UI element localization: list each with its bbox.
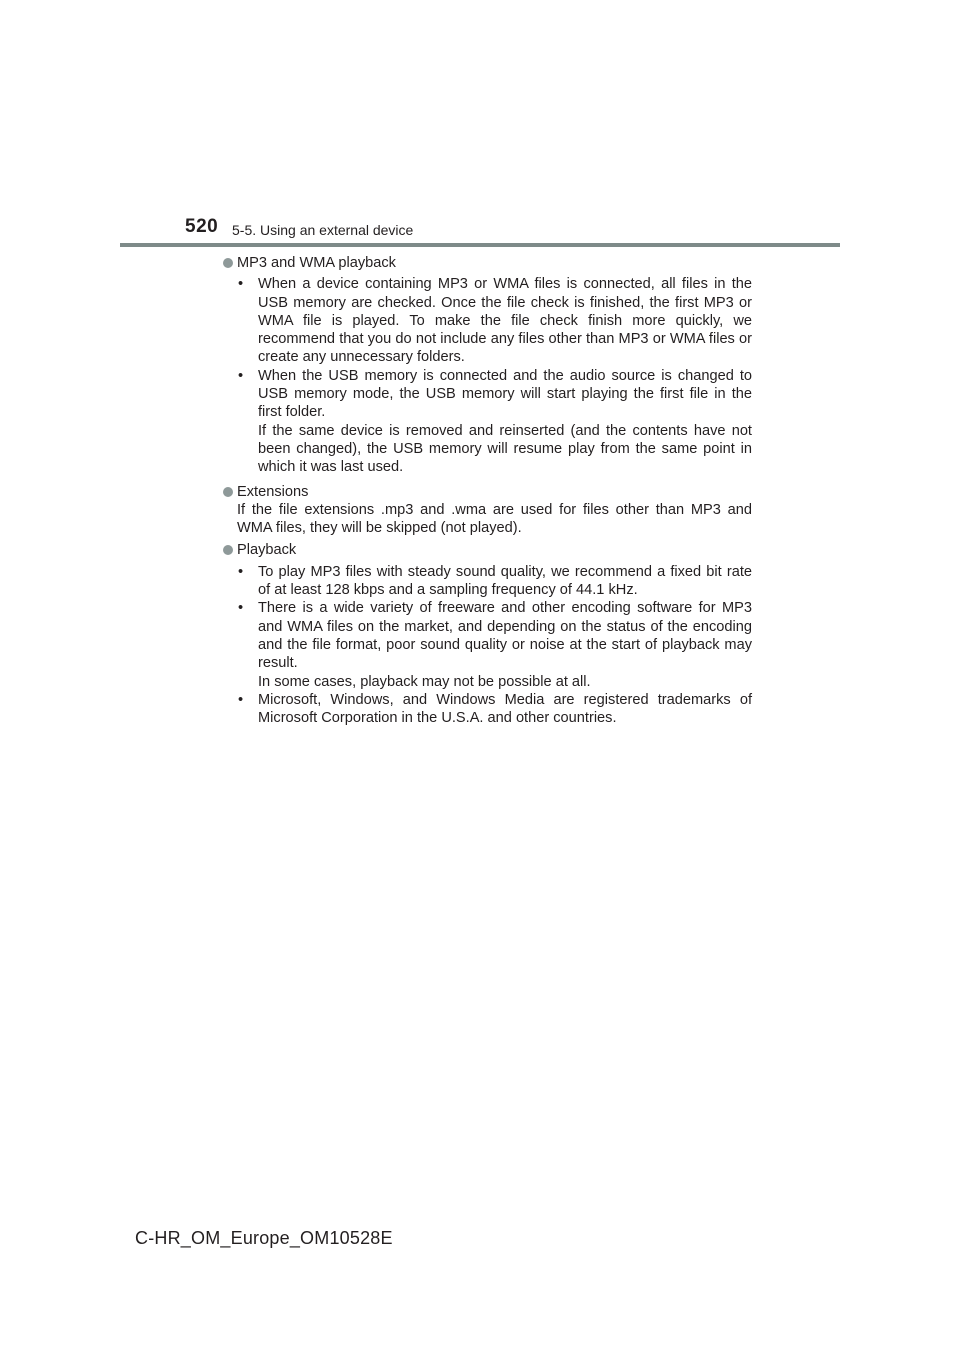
dot-bullet-icon: •: [238, 563, 244, 580]
paragraph: Microsoft, Windows, and Windows Media are registered trademarks of Microsoft Corporation in the U.S.A. and other countries.: [258, 691, 752, 727]
list-item: [237, 275, 752, 366]
paragraph: To play MP3 files with steady sound quality, we recommend a fixed bit rate of at least 128 kbps and a sampling frequency of 44.1 kHz.: [258, 563, 752, 599]
list-item: [237, 599, 752, 690]
section-title: 5-5. Using an external device: [232, 222, 414, 238]
list-item: [237, 367, 752, 477]
paragraph: There is a wide variety of freeware and other encoding software for MP3 and WMA files on the market, and depending on the status of the encoding and the file format, poor sound quality or noise at the start of playback may result.: [258, 600, 752, 672]
list-item: [237, 563, 752, 600]
page-header: [0, 0, 960, 250]
circle-bullet-icon: [223, 487, 233, 497]
dot-bullet-icon: •: [238, 691, 244, 708]
section-playback: [222, 541, 752, 727]
section-heading: [222, 541, 752, 559]
header-rule: [120, 243, 840, 247]
paragraph: If the same device is removed and reinserted (and the contents have not been changed), the USB memory will resume play from the same point in which it was last used.: [258, 422, 752, 476]
section-heading: [222, 254, 752, 272]
dot-bullet-icon: •: [238, 367, 244, 384]
paragraph: In some cases, playback may not be possible at all.: [258, 673, 591, 690]
document-code: C-HR_OM_Europe_OM10528E: [135, 1228, 393, 1248]
section-heading: [222, 483, 752, 501]
paragraph: When the USB memory is connected and the audio source is changed to USB memory mode, the USB memory will start playing the first file in the first folder.: [258, 367, 752, 421]
section-mp3-wma-playback: [222, 254, 752, 477]
paragraph: When a device containing MP3 or WMA files is connected, all files in the USB memory are checked. Once the file check is finished, the first MP3 or WMA file is played. To make the file check finish more quickly, we recommend that you do not include any files other than MP3 or WMA files or create any unnecessary folders.: [258, 276, 752, 366]
circle-bullet-icon: [223, 258, 233, 268]
circle-bullet-icon: [223, 545, 233, 555]
section-heading-text: Playback: [237, 542, 297, 559]
section-body: If the file extensions .mp3 and .wma are used for files other than MP3 and WMA files, they will be skipped (not played).: [237, 501, 752, 537]
page-number: 520: [185, 216, 219, 237]
dot-bullet-icon: •: [238, 276, 244, 293]
dot-bullet-icon: •: [238, 600, 244, 617]
bullet-list: [222, 275, 752, 476]
main-content: [222, 254, 752, 733]
bullet-list: [222, 563, 752, 728]
section-heading-text: MP3 and WMA playback: [237, 255, 396, 271]
section-heading-text: Extensions: [237, 483, 309, 500]
section-extensions: [222, 483, 752, 538]
list-item: [237, 691, 752, 728]
